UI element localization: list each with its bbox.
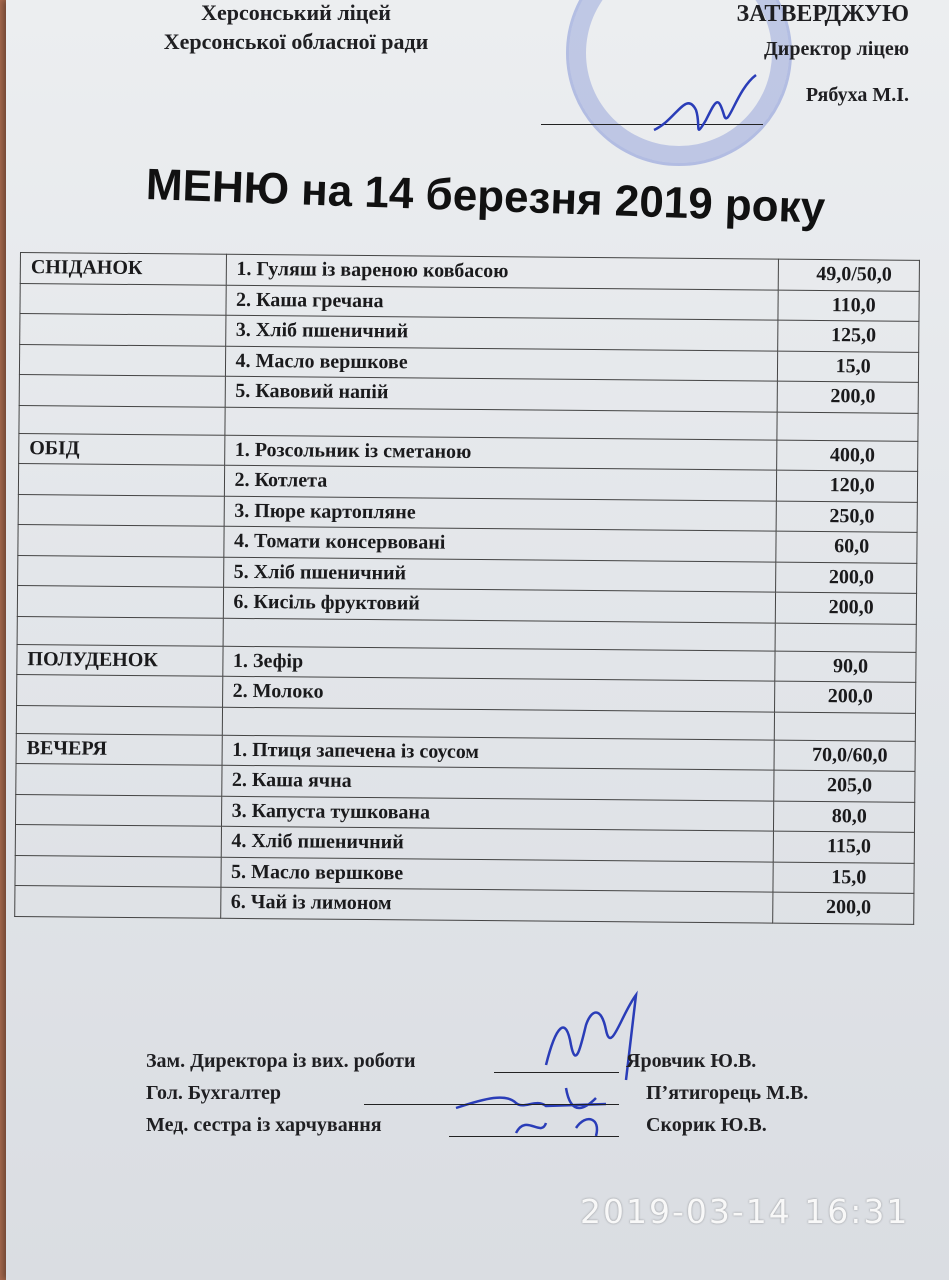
signature-name: Яровчик Ю.В. <box>626 1050 757 1072</box>
meal-cell <box>19 374 225 406</box>
empty-cell <box>777 412 918 441</box>
meal-cell <box>16 763 222 795</box>
dish-amount: 110,0 <box>778 290 919 322</box>
dish-amount: 200,0 <box>778 381 919 413</box>
signature-role: Мед. сестра із харчування <box>146 1114 382 1136</box>
dish-name: 1. Гуляш із вареною ковбасою <box>226 254 779 289</box>
signature-row <box>146 1082 906 1114</box>
org-name: Херсонський ліцей <box>201 0 391 25</box>
dish-name: 1. Птиця запечена із соусом <box>222 735 775 770</box>
dish-name: 4. Хліб пшеничний <box>221 826 774 861</box>
meal-cell <box>20 283 226 315</box>
empty-cell <box>17 616 223 646</box>
dish-name: 3. Пюре картопляне <box>224 496 777 531</box>
meal-cell <box>19 344 225 376</box>
dish-amount: 200,0 <box>776 562 917 594</box>
menu-row <box>15 885 914 923</box>
dish-amount: 400,0 <box>777 440 918 472</box>
dish-amount: 125,0 <box>778 320 919 352</box>
approve-title: ЗАТВЕРДЖУЮ <box>736 1 909 27</box>
dish-amount: 200,0 <box>775 681 916 713</box>
meal-cell <box>17 644 223 676</box>
dish-amount: 200,0 <box>773 892 914 924</box>
dish-amount: 80,0 <box>774 801 915 833</box>
signature-role: Зам. Директора із вих. роботи <box>146 1050 416 1072</box>
meal-cell <box>18 463 224 495</box>
meal-cell <box>18 524 224 556</box>
meal-cell <box>15 885 221 917</box>
empty-cell <box>16 705 222 735</box>
meal-label: ВЕЧЕРЯ <box>26 736 108 760</box>
dish-amount: 205,0 <box>774 770 915 802</box>
meal-cell <box>17 674 223 706</box>
dish-name: 1. Зефір <box>222 646 775 681</box>
meal-cell <box>20 253 226 285</box>
dish-amount: 60,0 <box>776 531 917 563</box>
dish-name: 3. Капуста тушкована <box>221 796 774 831</box>
dish-name: 6. Кисіль фруктовий <box>223 587 776 622</box>
dish-amount: 15,0 <box>778 351 919 383</box>
empty-cell <box>19 405 225 435</box>
organization-header <box>116 0 476 56</box>
meal-cell <box>18 494 224 526</box>
dish-name: 3. Хліб пшеничний <box>225 315 778 350</box>
dish-name: 2. Молоко <box>222 676 775 711</box>
approve-position: Директор ліцею <box>764 38 909 60</box>
signature-row <box>146 1114 906 1146</box>
dish-name: 5. Хліб пшеничний <box>223 557 776 592</box>
signature-role: Гол. Бухгалтер <box>146 1082 281 1104</box>
dish-amount: 15,0 <box>773 862 914 894</box>
dish-name: 6. Чай із лимоном <box>220 887 773 922</box>
approve-name: Рябуха М.І. <box>805 84 909 106</box>
dish-amount: 115,0 <box>774 831 915 863</box>
meal-label: ПОЛУДЕНОК <box>27 647 158 671</box>
meal-cell <box>15 824 221 856</box>
dish-name: 4. Масло вершкове <box>225 346 778 381</box>
dish-name: 5. Кавовий напій <box>225 376 778 411</box>
dish-name: 2. Каша гречана <box>225 285 778 320</box>
signature-name: П’ятигорець М.В. <box>646 1082 809 1104</box>
director-signature-line <box>541 124 763 125</box>
meal-cell <box>15 855 221 887</box>
meal-cell <box>19 433 225 465</box>
signature-line <box>449 1136 619 1137</box>
dish-name: 4. Томати консервовані <box>223 526 776 561</box>
meal-label: ОБІД <box>29 436 80 460</box>
meal-cell <box>20 314 226 346</box>
dish-amount: 250,0 <box>776 501 917 533</box>
signature-line <box>494 1072 619 1073</box>
dish-amount: 70,0/60,0 <box>774 740 915 772</box>
signature-line <box>364 1104 619 1105</box>
meal-cell <box>16 794 222 826</box>
empty-cell <box>775 712 916 741</box>
signature-name: Скорик Ю.В. <box>646 1114 767 1136</box>
dish-amount: 200,0 <box>776 592 917 624</box>
dish-name: 2. Котлета <box>224 465 777 500</box>
dish-amount: 90,0 <box>775 651 916 683</box>
meal-cell <box>17 585 223 617</box>
empty-cell <box>775 623 916 652</box>
document-sheet <box>6 0 949 1280</box>
page-title: МЕНЮ на 14 березня 2019 року <box>145 160 826 233</box>
dish-amount: 49,0/50,0 <box>779 259 920 291</box>
meal-cell <box>18 555 224 587</box>
signatures-block <box>146 1050 906 1146</box>
dish-amount: 120,0 <box>777 470 918 502</box>
signature-row <box>146 1050 906 1082</box>
meal-cell <box>16 733 222 765</box>
org-parent: Херсонської обласної ради <box>163 29 429 54</box>
dish-name: 1. Розсольник із сметаною <box>224 435 777 470</box>
dish-name: 5. Масло вершкове <box>220 857 773 892</box>
photo-timestamp: 2019-03-14 16:31 <box>580 1192 910 1231</box>
dish-name: 2. Каша ячна <box>221 765 774 800</box>
meal-label: СНІДАНОК <box>30 256 143 280</box>
menu-table <box>14 252 920 924</box>
approval-block <box>649 0 909 110</box>
